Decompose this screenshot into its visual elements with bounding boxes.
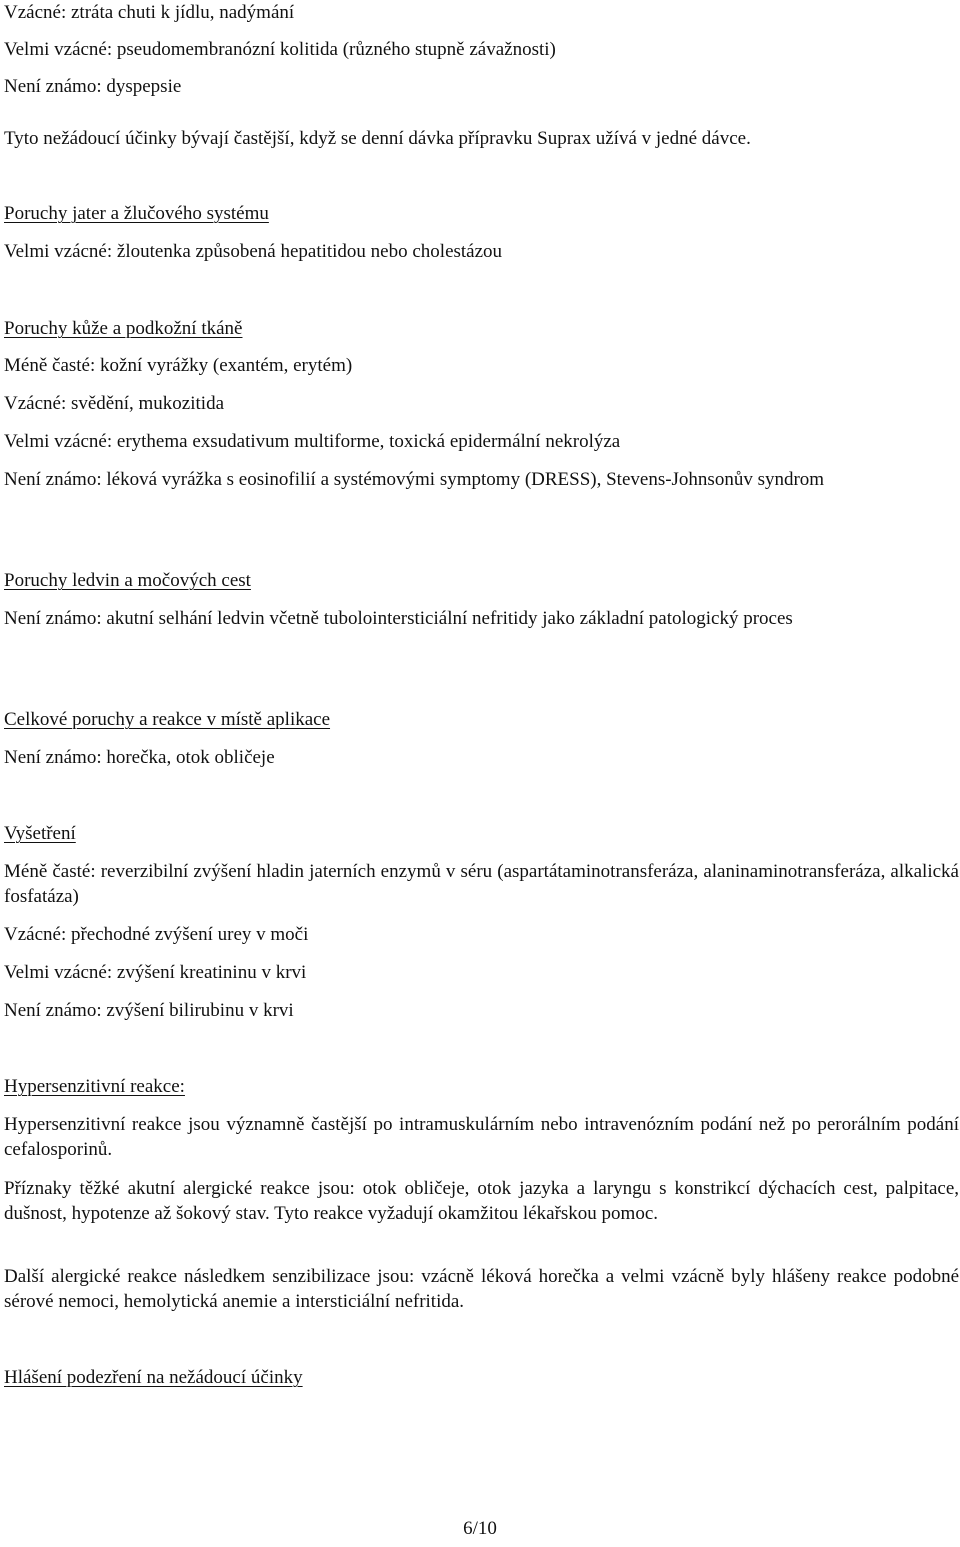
section-heading-investigations: Vyšetření [4,823,76,844]
investigations-item-1: Méně časté: reverzibilní zvýšení hladin jaterních enzymů v séru (aspartátaminotransferáza, alaninaminotransferáza, alkalická fosfatáza) [4,861,959,907]
skin-item-3: Velmi vzácné: erythema exsudativum multiforme, toxická epidermální nekrolýza [4,431,621,452]
kidney-item-1: Není známo: akutní selhání ledvin včetně tubolointersticiální nefritidy jako základní patologický proces [4,608,793,629]
section-heading-hypersensitivity: Hypersenzitivní reakce: [4,1076,185,1097]
investigations-item-4: Není známo: zvýšení bilirubinu v krvi [4,1000,294,1021]
skin-item-1: Méně časté: kožní vyrážky (exantém, erytém) [4,355,353,376]
hypersensitivity-paragraph-1: Hypersenzitivní reakce jsou významně častější po intramuskulárním nebo intravenózním podání než po perorálním podání cefalosporinů. [4,1114,959,1160]
section-heading-reporting: Hlášení podezření na nežádoucí účinky [4,1367,303,1388]
intro-line-3: Není známo: dyspepsie [4,76,182,97]
skin-item-4: Není známo: léková vyrážka s eosinofilií a systémovými symptomy (DRESS), Stevens-Johnsonův syndrom [4,469,825,490]
skin-item-2: Vzácné: svědění, mukozitida [4,393,225,414]
intro-note: Tyto nežádoucí účinky bývají častější, když se denní dávka přípravku Suprax užívá v jedné dávce. [4,128,751,149]
hypersensitivity-paragraph-3: Další alergické reakce následkem senzibilizace jsou: vzácně léková horečka a velmi vzácně byly hlášeny reakce podobné sérové nemoci, hemolytická anemie a intersticiální nefritida. [4,1266,959,1312]
section-heading-kidney: Poruchy ledvin a močových cest [4,570,251,591]
investigations-item-3: Velmi vzácné: zvýšení kreatininu v krvi [4,962,307,983]
hypersensitivity-paragraph-2: Příznaky těžké akutní alergické reakce jsou: otok obličeje, otok jazyka a laryngu s konstrikcí dýchacích cest, palpitace, dušnost, hypotenze až šokový stav. Tyto reakce vyžadují okamžitou lékařskou pomoc. [4,1178,959,1224]
section-heading-general: Celkové poruchy a reakce v místě aplikace [4,709,331,730]
section-heading-skin: Poruchy kůže a podkožní tkáně [4,318,243,339]
investigations-item-2: Vzácné: přechodné zvýšení urey v moči [4,924,309,945]
page-number: 6/10 [463,1518,497,1539]
general-item-1: Není známo: horečka, otok obličeje [4,747,275,768]
intro-line-1: Vzácné: ztráta chuti k jídlu, nadýmání [4,2,295,23]
section-heading-liver: Poruchy jater a žlučového systému [4,203,269,224]
intro-line-2: Velmi vzácné: pseudomembranózní kolitida (různého stupně závažnosti) [4,39,556,60]
liver-item-1: Velmi vzácné: žloutenka způsobená hepatitidou nebo cholestázou [4,241,503,262]
